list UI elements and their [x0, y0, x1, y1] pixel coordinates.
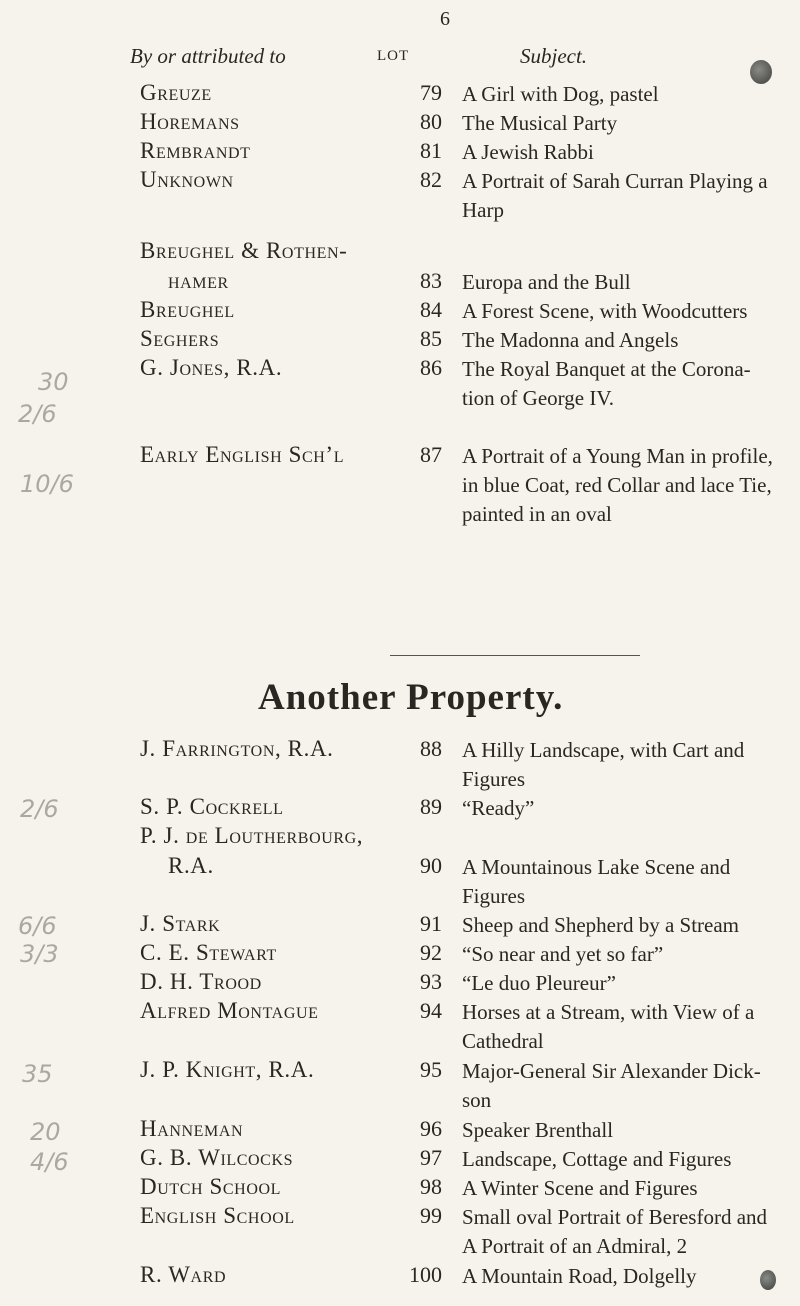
- lot-subject: A Mountain Road, Dolgelly: [462, 1264, 697, 1288]
- margin-note: 2/6: [18, 400, 57, 428]
- page-number: 6: [440, 8, 450, 30]
- lot-number: 80: [420, 109, 442, 134]
- lot-subject: Sheep and Shepherd by a Stream: [462, 913, 740, 937]
- lot-subject: A Portrait of Sarah Curran Playing a Harp: [462, 169, 768, 222]
- artist-name: Breughel: [140, 297, 235, 322]
- lot-subject: A Hilly Landscape, with Cart and Figures: [462, 738, 745, 791]
- lot-subject: Small oval Portrait of Beresford and A Portrait of an Admiral, 2: [462, 1205, 768, 1258]
- artist-name: Early English Sch’l: [140, 442, 345, 467]
- artist-name: Greuze: [140, 80, 212, 105]
- lot-subject: A Mountainous Lake Scene and Figures: [462, 855, 731, 908]
- lot-number: 96: [420, 1116, 442, 1141]
- lot-number: 81: [420, 138, 442, 163]
- artist-name: Alfred Montague: [140, 998, 319, 1023]
- lot-number: 83: [420, 268, 442, 293]
- lot-subject: The Musical Party: [462, 111, 618, 135]
- lot-number: 82: [420, 167, 442, 192]
- lot-number: 90: [420, 853, 442, 878]
- artist-name: Seghers: [140, 326, 220, 351]
- artist-name: G. B. Wilcocks: [140, 1145, 294, 1170]
- lot-subject: Major-General Sir Alexander Dick-son: [462, 1059, 761, 1112]
- margin-note: 6/6: [18, 912, 57, 940]
- artist-name-continued: R.A.: [168, 853, 214, 878]
- margin-note: 30: [38, 368, 69, 396]
- lot-subject: Europa and the Bull: [462, 270, 631, 294]
- lot-subject: A Portrait of a Young Man in profile, in blue Coat, red Collar and lace Tie, painted in an oval: [462, 444, 773, 526]
- subject-column-header: Subject.: [520, 44, 588, 68]
- lot-number: 95: [420, 1057, 442, 1082]
- artist-name: J. Farrington, R.A.: [140, 736, 334, 761]
- artist-name: S. P. Cockrell: [140, 794, 284, 819]
- lot-subject: The Madonna and Angels: [462, 328, 679, 352]
- artist-name: English School: [140, 1203, 295, 1228]
- artist-name: Unknown: [140, 167, 234, 192]
- artist-name: Rembrandt: [140, 138, 251, 163]
- lot-subject: “Le duo Pleureur”: [462, 971, 616, 995]
- artist-name-continued: hamer: [168, 268, 229, 293]
- lot-number: 98: [420, 1174, 442, 1199]
- artist-name: J. Stark: [140, 911, 221, 936]
- lot-number: 84: [420, 297, 442, 322]
- artist-name: P. J. de Loutherbourg,: [140, 823, 364, 848]
- lot-subject: A Girl with Dog, pastel: [462, 82, 659, 106]
- ink-blot: [750, 60, 772, 84]
- artist-column-header: By or attributed to: [130, 44, 286, 68]
- lot-number: 92: [420, 940, 442, 965]
- lot-number: 94: [420, 998, 442, 1023]
- artist-name: R. Ward: [140, 1262, 227, 1287]
- artist-name: J. P. Knight, R.A.: [140, 1057, 315, 1082]
- section-title: Another Property.: [258, 677, 564, 718]
- artist-name: Breughel & Rothen-: [140, 238, 348, 263]
- lot-subject: A Forest Scene, with Woodcutters: [462, 299, 748, 323]
- artist-name: Hanneman: [140, 1116, 244, 1141]
- lot-subject: A Jewish Rabbi: [462, 140, 594, 164]
- lot-subject: “Ready”: [462, 796, 535, 820]
- lot-number: 88: [420, 736, 442, 761]
- lot-number: 87: [420, 442, 442, 467]
- lot-number: 85: [420, 326, 442, 351]
- lot-subject: Speaker Brenthall: [462, 1118, 614, 1142]
- lot-number: 97: [420, 1145, 442, 1170]
- margin-note: 4/6: [30, 1148, 69, 1176]
- artist-name: Dutch School: [140, 1174, 282, 1199]
- lot-column-header: LOT: [377, 48, 410, 64]
- lot-number: 86: [420, 355, 442, 380]
- margin-note: 2/6: [20, 795, 59, 823]
- artist-name: G. Jones, R.A.: [140, 355, 283, 380]
- lot-subject: A Winter Scene and Figures: [462, 1176, 698, 1200]
- lot-subject: Landscape, Cottage and Figures: [462, 1147, 732, 1171]
- section-divider: [390, 655, 640, 656]
- margin-note: 10/6: [20, 470, 74, 498]
- lot-subject: Horses at a Stream, with View of a Cathedral: [462, 1000, 755, 1053]
- ink-blot: [760, 1270, 776, 1290]
- lot-number: 79: [420, 80, 442, 105]
- lot-subject: “So near and yet so far”: [462, 942, 664, 966]
- artist-name: Horemans: [140, 109, 240, 134]
- lot-number: 99: [420, 1203, 442, 1228]
- margin-note: 20: [30, 1118, 61, 1146]
- lot-subject: The Royal Banquet at the Corona-tion of George IV.: [462, 357, 751, 410]
- artist-name: C. E. Stewart: [140, 940, 277, 965]
- lot-number: 89: [420, 794, 442, 819]
- lot-number: 93: [420, 969, 442, 994]
- lot-number: 91: [420, 911, 442, 936]
- margin-note: 35: [22, 1060, 53, 1088]
- lot-number: 100: [409, 1262, 442, 1287]
- margin-note: 3/3: [20, 940, 59, 968]
- artist-name: D. H. Trood: [140, 969, 262, 994]
